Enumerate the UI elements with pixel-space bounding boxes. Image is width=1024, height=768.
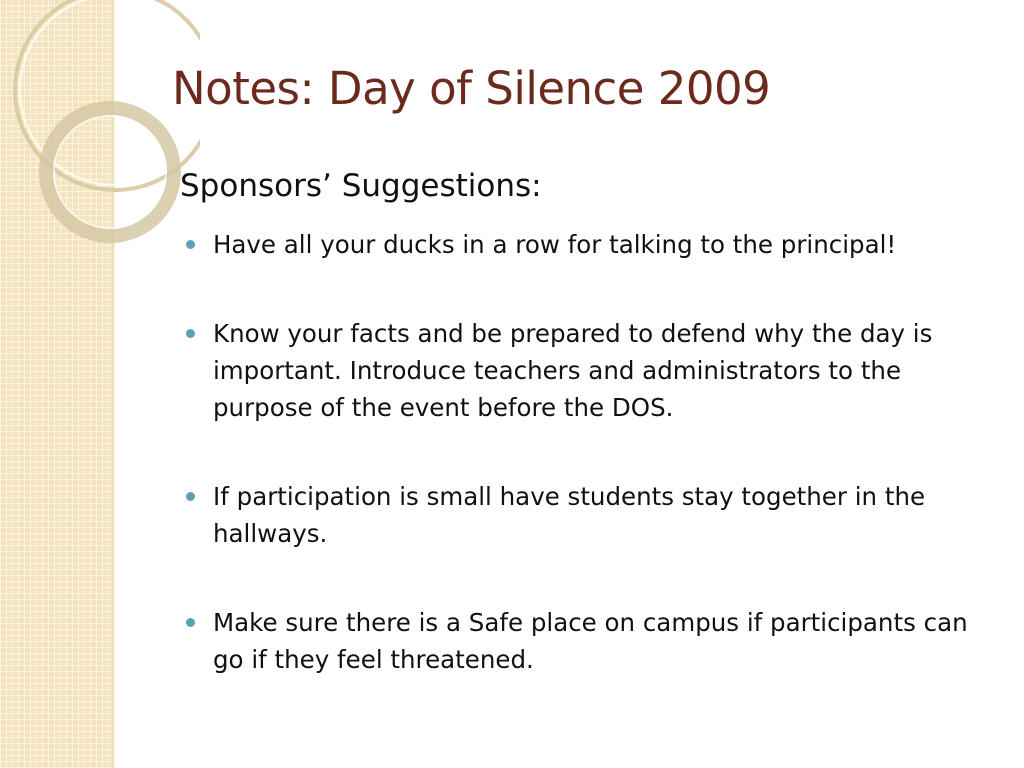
list-item xyxy=(186,226,1001,263)
list-item xyxy=(186,478,1001,552)
slide-title: Notes: Day of Silence 2009 xyxy=(172,62,771,115)
bullet-icon xyxy=(186,492,195,501)
decorative-side-strip xyxy=(0,0,112,768)
bullet-list xyxy=(186,226,1001,730)
bullet-icon xyxy=(186,329,195,338)
list-item xyxy=(186,604,1001,678)
bullet-text: If participation is small have students stay together in the hallways. xyxy=(213,482,926,548)
bullet-icon xyxy=(186,240,195,249)
bullet-icon xyxy=(186,618,195,627)
bullet-text: Know your facts and be prepared to defend why the day is important. Introduce teachers and administrators to the purpose of the event before the DOS. xyxy=(213,319,933,422)
slide-subtitle: Sponsors’ Suggestions: xyxy=(180,168,542,204)
side-strip-edge xyxy=(112,0,115,768)
bullet-text: Have all your ducks in a row for talking to the principal! xyxy=(213,230,897,259)
bullet-text: Make sure there is a Safe place on campus if participants can go if they feel threatened. xyxy=(213,608,968,674)
list-item xyxy=(186,315,1001,426)
